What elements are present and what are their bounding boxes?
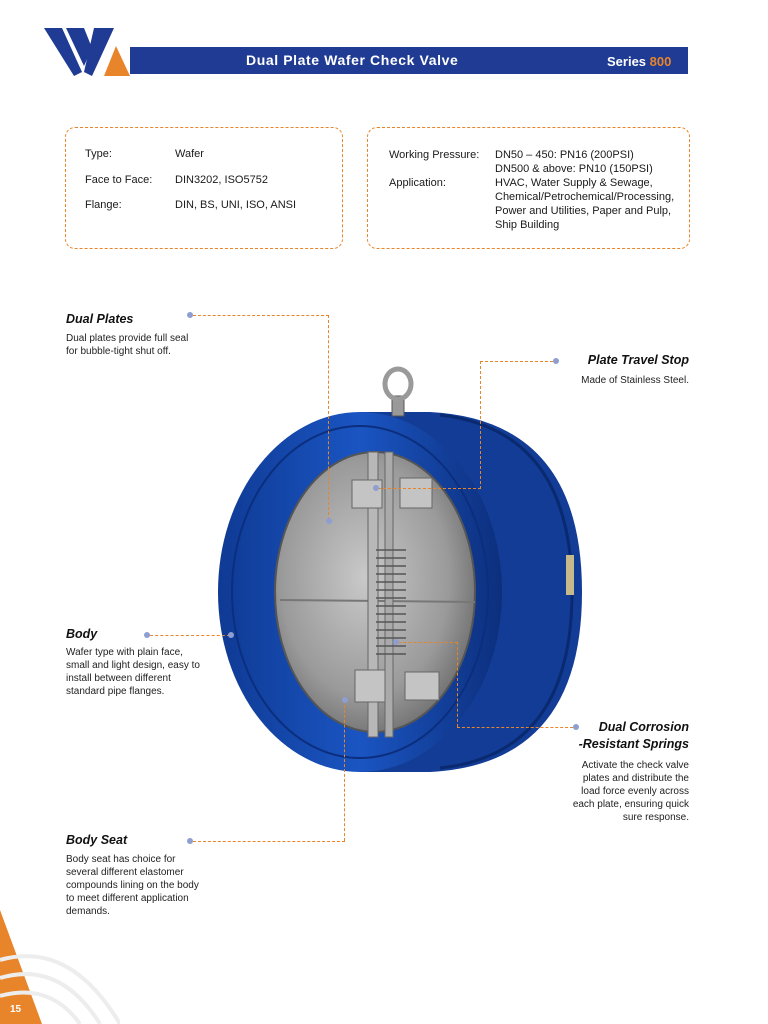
callout-dot — [553, 358, 559, 364]
callout-dot — [573, 724, 579, 730]
spec-value-pressure: DN50 – 450: PN16 (200PSI) DN500 & above: PN10 (150PSI) — [495, 149, 653, 175]
callout-leader-line — [457, 727, 573, 728]
callout-springs-title-1: Dual Corrosion — [598, 720, 689, 734]
callout-plate-stop-text: Made of Stainless Steel. — [581, 375, 689, 386]
callout-dot — [342, 697, 348, 703]
callout-body-seat-text: Body seat has choice for several different elastomer compounds lining on the body to meet different application demands. — [66, 854, 199, 917]
callout-leader-line — [344, 700, 345, 841]
valve-image — [210, 360, 590, 780]
page-number: 15 — [10, 1004, 22, 1015]
callout-springs-text: Activate the check valve plates and distribute the load force evenly across each plate, ensuring quick sure response. — [572, 760, 689, 823]
callout-body-text: Wafer type with plain face, small and light design, easy to install between different standard pipe flanges. — [66, 647, 200, 697]
callout-body-seat-title: Body Seat — [66, 833, 128, 847]
callout-dot — [393, 639, 399, 645]
callout-dot — [326, 518, 332, 524]
callout-leader-line — [328, 315, 329, 520]
callout-dual-plates-text: Dual plates provide full seal for bubble-tight shut off. — [66, 333, 189, 357]
callout-leader-line — [398, 642, 458, 643]
spec-value-face: DIN3202, ISO5752 — [175, 174, 268, 186]
spec-label-pressure: Working Pressure: — [389, 149, 480, 161]
series-label: Series 800 — [607, 54, 672, 69]
spec-label-type: Type: — [85, 148, 112, 160]
callout-leader-line — [480, 361, 481, 489]
series-number: 800 — [649, 54, 672, 69]
callout-leader-line — [457, 642, 458, 727]
callout-springs-title-2: -Resistant Springs — [578, 737, 689, 751]
page-title: Dual Plate Wafer Check Valve — [246, 52, 459, 68]
callout-leader-line — [150, 635, 230, 636]
callout-plate-stop-title: Plate Travel Stop — [587, 353, 689, 367]
spec-box-left — [65, 127, 343, 249]
callout-leader-line — [378, 488, 481, 489]
spec-label-face: Face to Face: — [85, 174, 153, 186]
company-logo-icon — [44, 28, 130, 76]
spec-value-type: Wafer — [175, 148, 204, 160]
callout-leader-line — [193, 841, 345, 842]
spec-label-application: Application: — [389, 177, 446, 189]
callout-dot — [373, 485, 379, 491]
callout-leader-line — [480, 361, 553, 362]
spec-label-flange: Flange: — [85, 199, 122, 211]
callout-dot — [228, 632, 234, 638]
callout-body-title: Body — [66, 627, 98, 641]
callout-dual-plates-title: Dual Plates — [66, 312, 134, 326]
spec-value-application: HVAC, Water Supply & Sewage, Chemical/Petrochemical/Processing, Power and Utilities, Paper and Pulp, Ship Building — [495, 177, 675, 231]
callout-leader-line — [193, 315, 329, 316]
spec-value-flange: DIN, BS, UNI, ISO, ANSI — [175, 199, 297, 211]
